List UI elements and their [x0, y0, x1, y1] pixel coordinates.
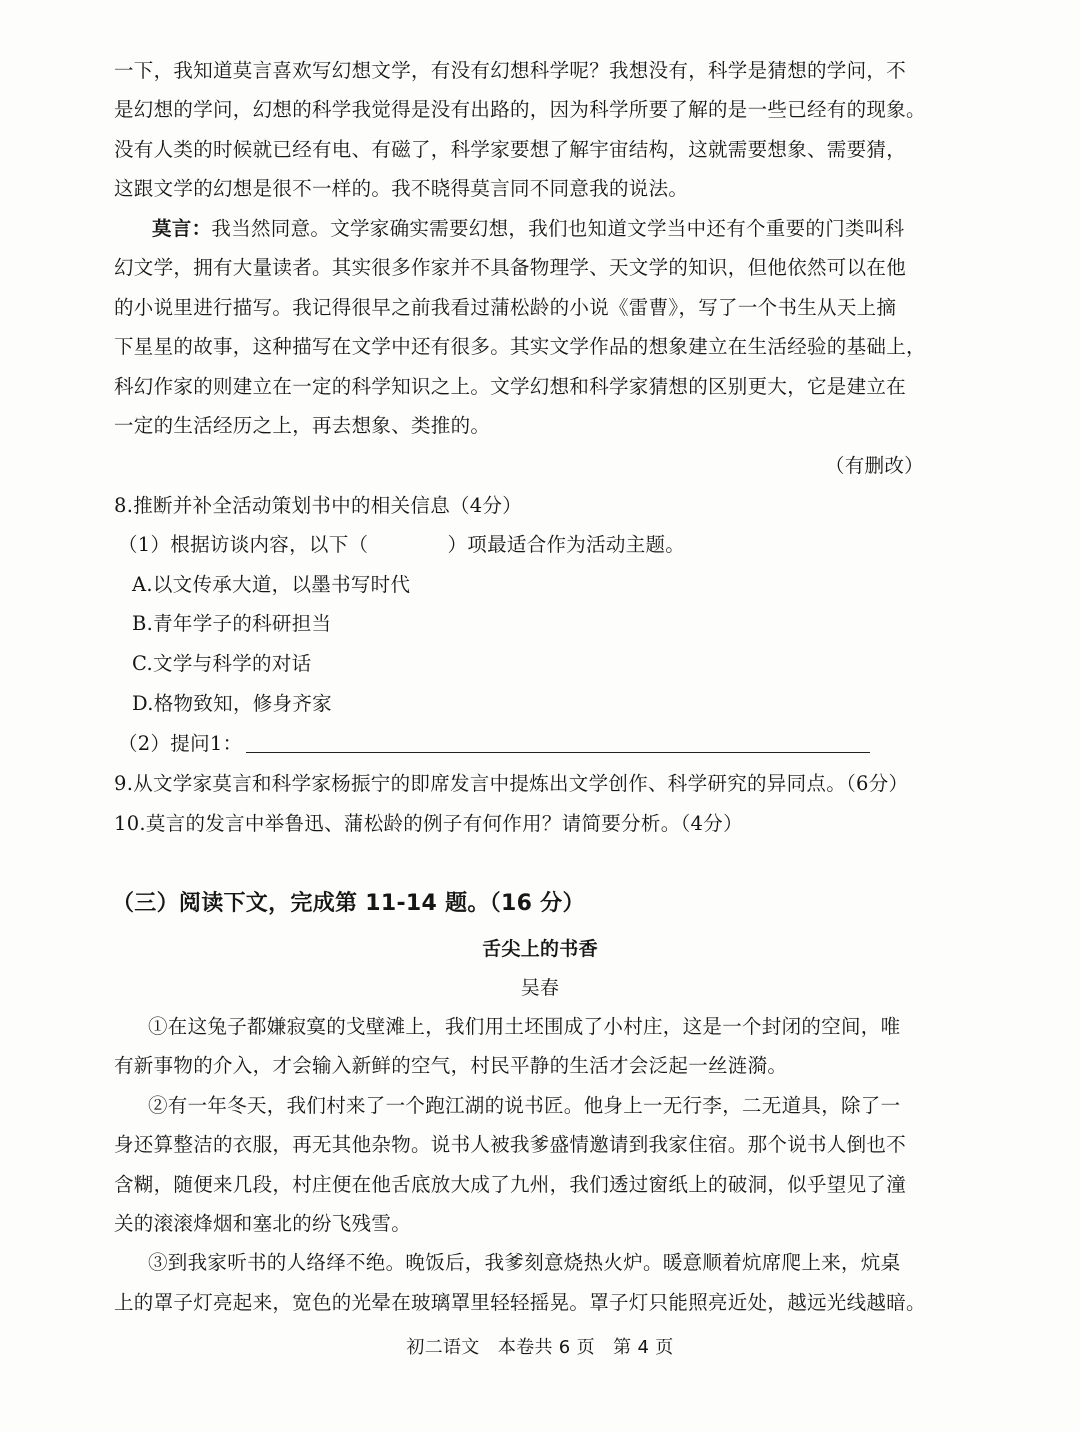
edit-note: （有删改）: [824, 454, 924, 477]
article-line: 有新事物的介入，才会输入新鲜的空气，村民平静的生活才会泛起一丝涟漪。: [114, 1054, 788, 1077]
article-line: 上的罩子灯亮起来，宽色的光晕在玻璃罩里轻轻摇晃。罩子灯只能照亮近处，越远光线越暗。: [114, 1291, 926, 1314]
question-8-2: （2）提问1：: [118, 732, 243, 755]
article-line: ③到我家听书的人络绎不绝。晚饭后，我爹刻意烧热火炉。暖意顺着炕席爬上来，炕桌: [148, 1251, 901, 1274]
article-line: ②有一年冬天，我们村来了一个跑江湖的说书匠。他身上一无行李，二无道具，除了一: [148, 1094, 901, 1117]
question-8-1: （1）根据访谈内容，以下（ ）项最适合作为活动主题。: [118, 533, 686, 556]
question-10: 10.莫言的发言中举鲁迅、蒲松龄的例子有何作用？请简要分析。（4分）: [114, 812, 743, 835]
passage-line: 这跟文学的幻想是很不一样的。我不晓得莫言同不同意我的说法。: [114, 177, 689, 200]
article-line: 身还算整洁的衣服，再无其他杂物。说书人被我爹盛情邀请到我家住宿。那个说书人倒也不: [114, 1133, 907, 1156]
passage-line: 科幻作家的则建立在一定的科学知识之上。文学幻想和科学家猜想的区别更大，它是建立在: [114, 375, 907, 398]
passage-line: 没有人类的时候就已经有电、有磁了，科学家要想了解宇宙结构，这就需要想象、需要猜，: [114, 138, 907, 161]
article-line: 关的滚滚烽烟和塞北的纷飞残雪。: [114, 1212, 412, 1235]
article-line: ①在这兔子都嫌寂寞的戈壁滩上，我们用土坯围成了小村庄，这是一个封闭的空间，唯: [148, 1015, 901, 1038]
page-footer: 初二语文 本卷共 6 页 第 4 页: [406, 1337, 674, 1358]
passage-line: 幻文学，拥有大量读者。其实很多作家并不具备物理学、天文学的知识，但他依然可以在他: [114, 256, 907, 279]
article-author: 吴春: [520, 977, 560, 999]
speaker-paragraph-first-line: [152, 215, 904, 243]
speaker-text: 我当然同意。文学家确实需要幻想，我们也知道文学当中还有个重要的门类叫科: [211, 217, 905, 240]
question-8: 8.推断并补全活动策划书中的相关信息（4分）: [114, 494, 523, 517]
article-title: 舌尖上的书香: [482, 938, 598, 960]
option-b: B.青年学子的科研担当: [132, 612, 332, 635]
question-9: 9.从文学家莫言和科学家杨振宁的即席发言中提炼出文学创作、科学研究的异同点。（6分）: [114, 772, 909, 795]
passage-line: 一定的生活经历之上，再去想象、类推的。: [114, 414, 491, 437]
section-heading: （三）阅读下文，完成第 11-14 题。（16 分）: [112, 891, 585, 916]
passage-line: 是幻想的学问，幻想的科学我觉得是没有出路的，因为科学所要了解的是一些已经有的现象。: [114, 98, 926, 121]
option-a: A.以文传承大道，以墨书写时代: [132, 573, 411, 596]
answer-blank-line: [246, 752, 870, 753]
option-c: C.文学与科学的对话: [132, 652, 312, 675]
speaker-name: 莫言：: [152, 217, 212, 240]
passage-line: 一下，我知道莫言喜欢写幻想文学，有没有幻想科学呢？我想没有，科学是猜想的学问，不: [114, 59, 907, 82]
passage-line: 的小说里进行描写。我记得很早之前我看过蒲松龄的小说《雷曹》，写了一个书生从天上摘: [114, 296, 897, 319]
passage-line: 下星星的故事，这种描写在文学中还有很多。其实文学作品的想象建立在生活经验的基础上，: [114, 335, 926, 358]
article-line: 含糊，随便来几段，村庄便在他舌底放大成了九州，我们透过窗纸上的破洞，似乎望见了潼: [114, 1173, 907, 1196]
option-d: D.格物致知，修身齐家: [132, 692, 332, 715]
